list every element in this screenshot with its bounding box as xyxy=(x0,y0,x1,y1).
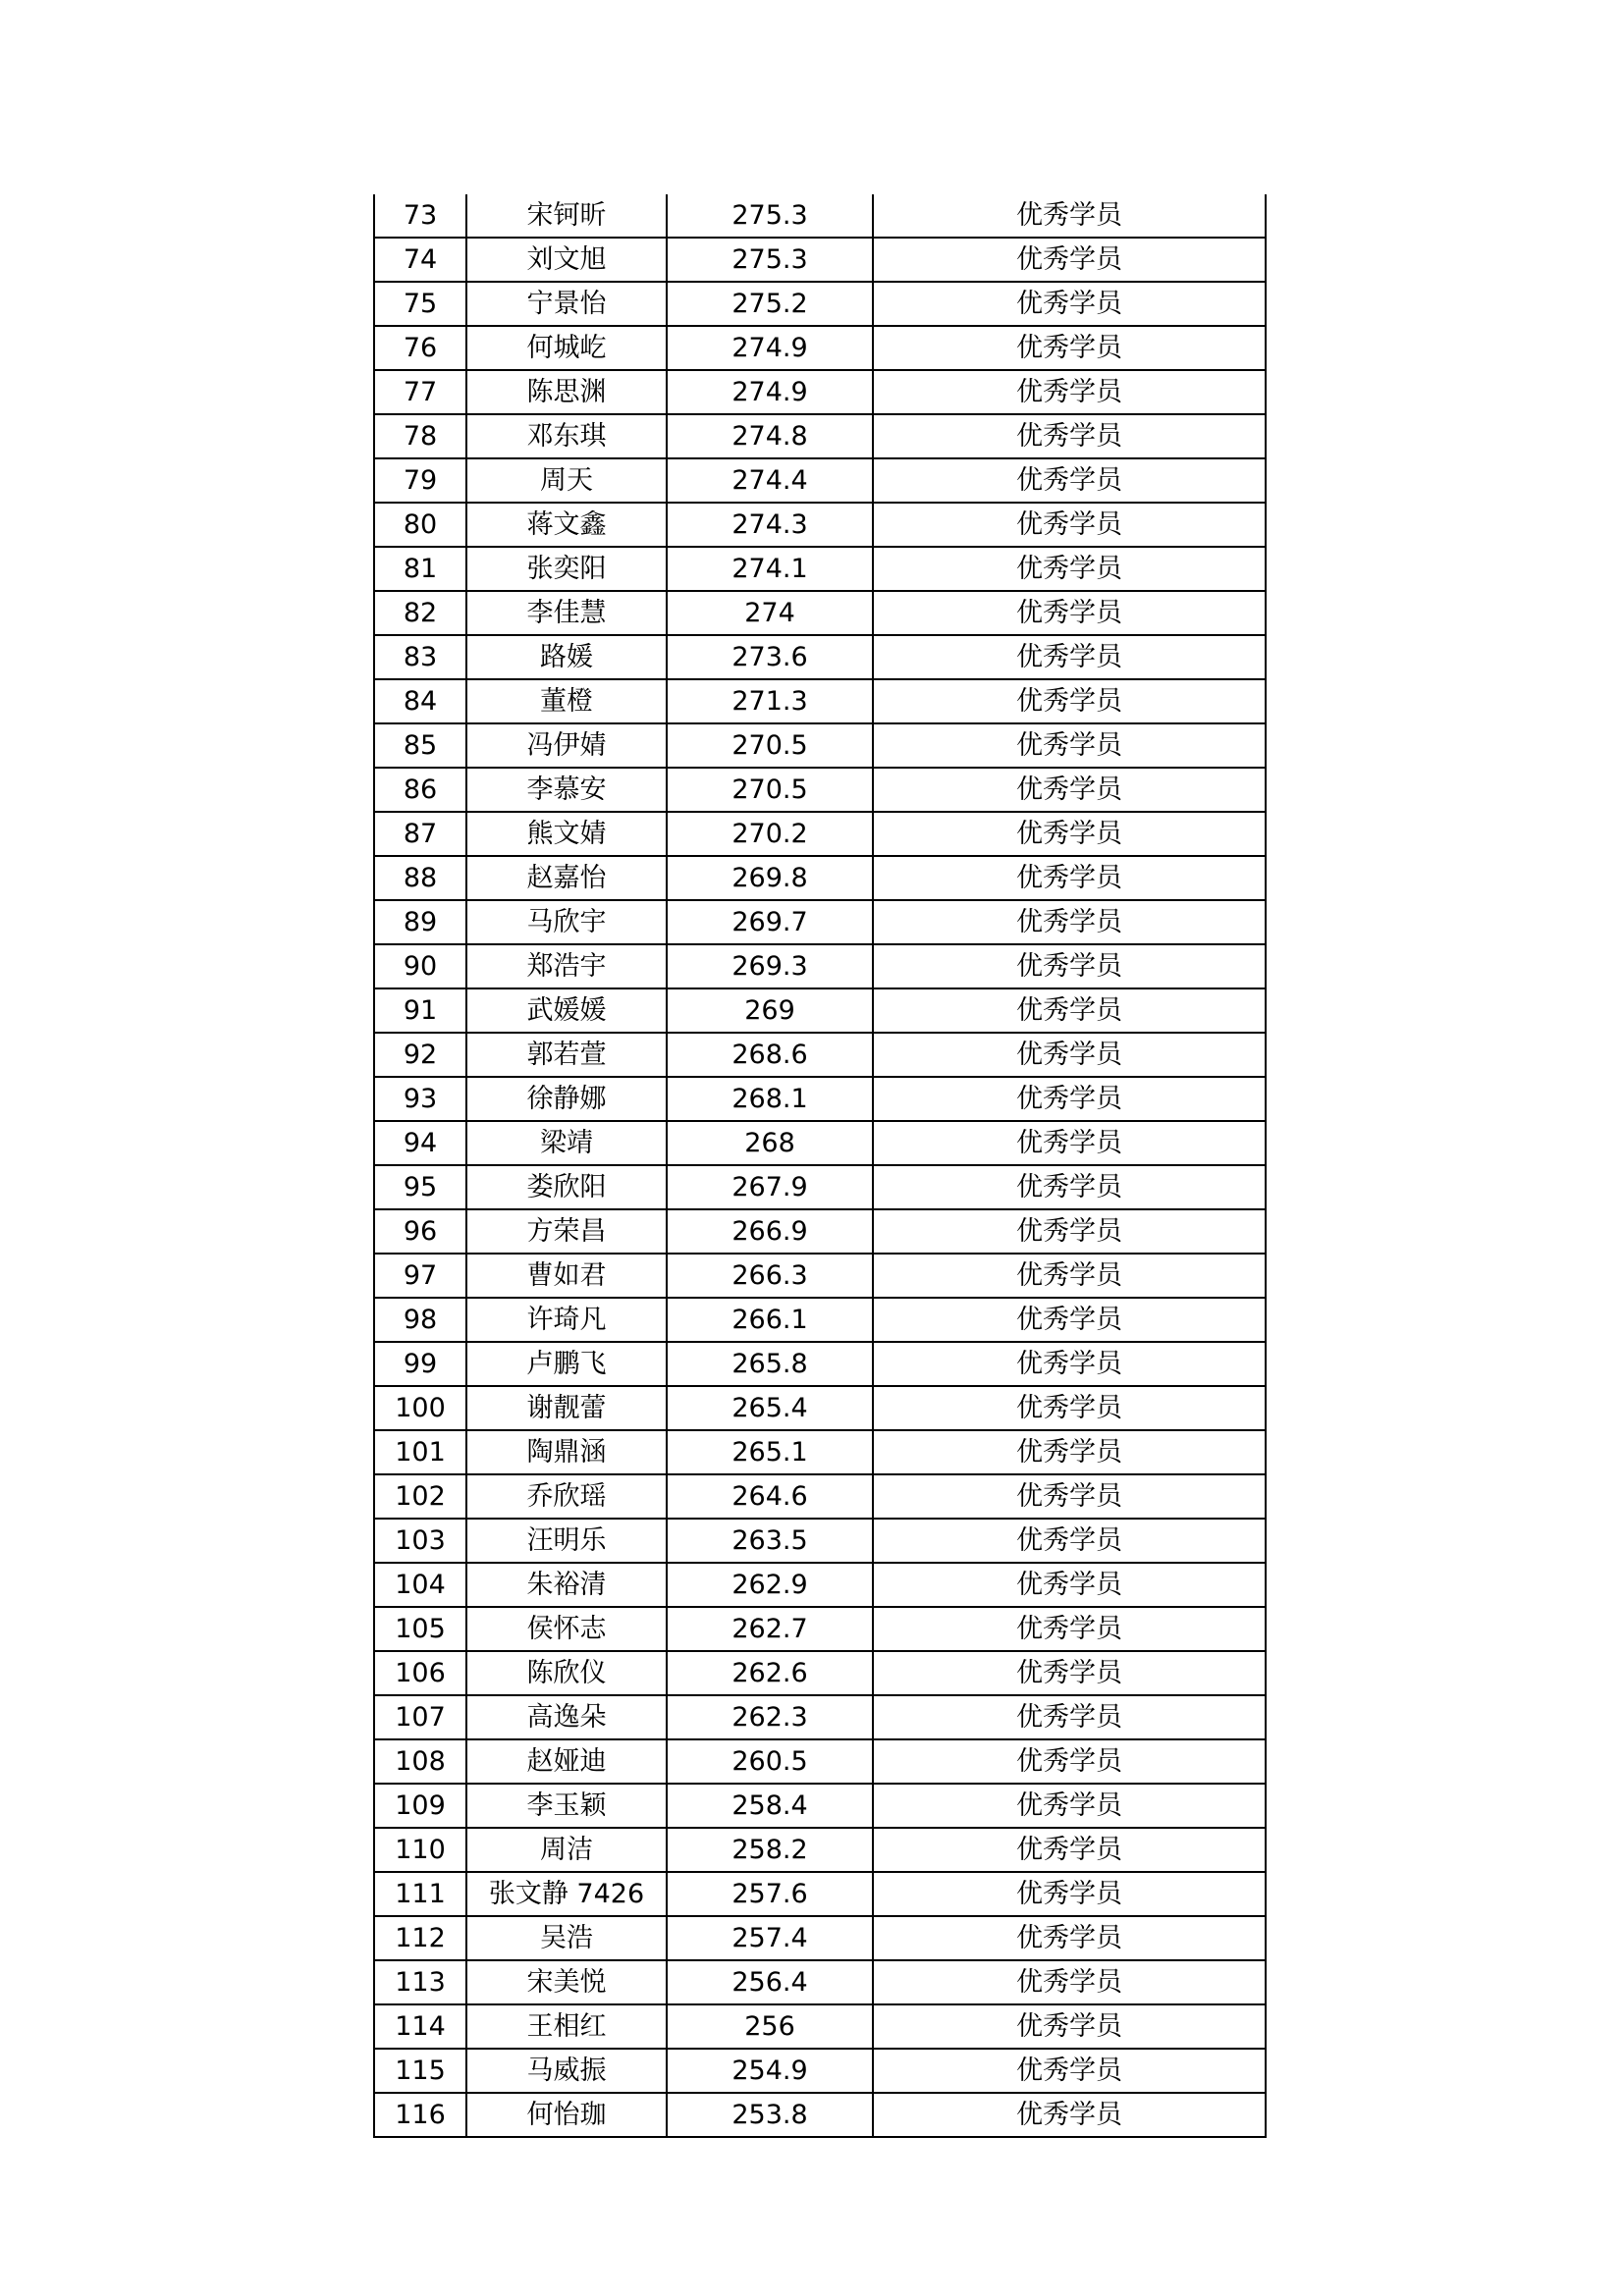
rank-cell: 79 xyxy=(374,458,466,503)
award-cell: 优秀学员 xyxy=(873,900,1266,944)
score-cell: 258.4 xyxy=(667,1784,873,1828)
score-cell: 267.9 xyxy=(667,1165,873,1209)
rank-cell: 82 xyxy=(374,591,466,635)
student-name-cell: 徐静娜 xyxy=(466,1077,667,1121)
rank-cell: 86 xyxy=(374,768,466,812)
student-name-cell: 何怡珈 xyxy=(466,2093,667,2137)
table-row xyxy=(374,1430,1266,1474)
table-row xyxy=(374,547,1266,591)
score-cell: 274.9 xyxy=(667,370,873,414)
table-row xyxy=(374,1209,1266,1254)
award-cell: 优秀学员 xyxy=(873,1739,1266,1784)
table-row xyxy=(374,1960,1266,2004)
student-name-cell: 李慕安 xyxy=(466,768,667,812)
award-cell: 优秀学员 xyxy=(873,1298,1266,1342)
award-cell: 优秀学员 xyxy=(873,1607,1266,1651)
student-name-cell: 郭若萱 xyxy=(466,1033,667,1077)
score-cell: 265.4 xyxy=(667,1386,873,1430)
score-cell: 262.9 xyxy=(667,1563,873,1607)
table-row xyxy=(374,1386,1266,1430)
score-cell: 273.6 xyxy=(667,635,873,679)
award-cell: 优秀学员 xyxy=(873,414,1266,458)
score-cell: 270.5 xyxy=(667,768,873,812)
rank-cell: 92 xyxy=(374,1033,466,1077)
table-row xyxy=(374,1033,1266,1077)
table-row xyxy=(374,635,1266,679)
table-row xyxy=(374,1077,1266,1121)
award-cell: 优秀学员 xyxy=(873,768,1266,812)
student-name-cell: 张文静 7426 xyxy=(466,1872,667,1916)
rank-cell: 90 xyxy=(374,944,466,988)
score-cell: 274.4 xyxy=(667,458,873,503)
score-cell: 268.1 xyxy=(667,1077,873,1121)
table-row xyxy=(374,1342,1266,1386)
rank-cell: 113 xyxy=(374,1960,466,2004)
table-row xyxy=(374,2004,1266,2049)
rank-cell: 83 xyxy=(374,635,466,679)
table-row xyxy=(374,1165,1266,1209)
award-cell: 优秀学员 xyxy=(873,1165,1266,1209)
rank-cell: 80 xyxy=(374,503,466,547)
student-name-cell: 邓东琪 xyxy=(466,414,667,458)
table-row xyxy=(374,194,1266,238)
score-cell: 262.7 xyxy=(667,1607,873,1651)
table-row xyxy=(374,1784,1266,1828)
score-cell: 257.4 xyxy=(667,1916,873,1960)
table-row xyxy=(374,2093,1266,2137)
student-name-cell: 宋美悦 xyxy=(466,1960,667,2004)
table-row xyxy=(374,238,1266,282)
award-cell: 优秀学员 xyxy=(873,326,1266,370)
student-name-cell: 高逸朵 xyxy=(466,1695,667,1739)
table-row xyxy=(374,1607,1266,1651)
score-cell: 266.1 xyxy=(667,1298,873,1342)
rank-cell: 100 xyxy=(374,1386,466,1430)
student-ranking-table xyxy=(373,194,1267,2138)
score-cell: 266.9 xyxy=(667,1209,873,1254)
score-cell: 269.8 xyxy=(667,856,873,900)
award-cell: 优秀学员 xyxy=(873,944,1266,988)
table-row xyxy=(374,370,1266,414)
rank-cell: 106 xyxy=(374,1651,466,1695)
award-cell: 优秀学员 xyxy=(873,1784,1266,1828)
award-cell: 优秀学员 xyxy=(873,1695,1266,1739)
table-row xyxy=(374,944,1266,988)
student-name-cell: 马威振 xyxy=(466,2049,667,2093)
award-cell: 优秀学员 xyxy=(873,1960,1266,2004)
table-row xyxy=(374,1739,1266,1784)
score-cell: 253.8 xyxy=(667,2093,873,2137)
table-row xyxy=(374,1828,1266,1872)
table-row xyxy=(374,1254,1266,1298)
table-row xyxy=(374,768,1266,812)
rank-cell: 112 xyxy=(374,1916,466,1960)
student-name-cell: 乔欣瑶 xyxy=(466,1474,667,1519)
student-name-cell: 陶鼎涵 xyxy=(466,1430,667,1474)
rank-cell: 115 xyxy=(374,2049,466,2093)
award-cell: 优秀学员 xyxy=(873,1519,1266,1563)
table-row xyxy=(374,900,1266,944)
table-row xyxy=(374,326,1266,370)
student-name-cell: 许琦凡 xyxy=(466,1298,667,1342)
student-name-cell: 张奕阳 xyxy=(466,547,667,591)
student-name-cell: 陈思渊 xyxy=(466,370,667,414)
rank-cell: 91 xyxy=(374,988,466,1033)
table-row xyxy=(374,1695,1266,1739)
student-name-cell: 冯伊婧 xyxy=(466,723,667,768)
award-cell: 优秀学员 xyxy=(873,1121,1266,1165)
score-cell: 263.5 xyxy=(667,1519,873,1563)
rank-cell: 111 xyxy=(374,1872,466,1916)
student-name-cell: 周洁 xyxy=(466,1828,667,1872)
score-cell: 256 xyxy=(667,2004,873,2049)
student-name-cell: 周天 xyxy=(466,458,667,503)
score-cell: 266.3 xyxy=(667,1254,873,1298)
rank-cell: 114 xyxy=(374,2004,466,2049)
score-cell: 274.3 xyxy=(667,503,873,547)
rank-cell: 76 xyxy=(374,326,466,370)
student-name-cell: 宋钶昕 xyxy=(466,194,667,238)
rank-cell: 102 xyxy=(374,1474,466,1519)
table-row xyxy=(374,1519,1266,1563)
award-cell: 优秀学员 xyxy=(873,812,1266,856)
table-row xyxy=(374,1298,1266,1342)
score-cell: 269.7 xyxy=(667,900,873,944)
award-cell: 优秀学员 xyxy=(873,1651,1266,1695)
award-cell: 优秀学员 xyxy=(873,1386,1266,1430)
score-cell: 274.9 xyxy=(667,326,873,370)
score-cell: 257.6 xyxy=(667,1872,873,1916)
award-cell: 优秀学员 xyxy=(873,591,1266,635)
award-cell: 优秀学员 xyxy=(873,1872,1266,1916)
rank-cell: 84 xyxy=(374,679,466,723)
student-name-cell: 蒋文鑫 xyxy=(466,503,667,547)
award-cell: 优秀学员 xyxy=(873,988,1266,1033)
rank-cell: 77 xyxy=(374,370,466,414)
table-row xyxy=(374,1651,1266,1695)
award-cell: 优秀学员 xyxy=(873,547,1266,591)
award-cell: 优秀学员 xyxy=(873,370,1266,414)
table-row xyxy=(374,1916,1266,1960)
award-cell: 优秀学员 xyxy=(873,723,1266,768)
award-cell: 优秀学员 xyxy=(873,1342,1266,1386)
table-row xyxy=(374,856,1266,900)
rank-cell: 95 xyxy=(374,1165,466,1209)
rank-cell: 103 xyxy=(374,1519,466,1563)
student-name-cell: 侯怀志 xyxy=(466,1607,667,1651)
table-row xyxy=(374,503,1266,547)
table-row xyxy=(374,1563,1266,1607)
rank-cell: 96 xyxy=(374,1209,466,1254)
rank-cell: 101 xyxy=(374,1430,466,1474)
table-body xyxy=(374,194,1266,2137)
rank-cell: 88 xyxy=(374,856,466,900)
award-cell: 优秀学员 xyxy=(873,1828,1266,1872)
table-row xyxy=(374,1121,1266,1165)
score-cell: 269 xyxy=(667,988,873,1033)
score-cell: 264.6 xyxy=(667,1474,873,1519)
award-cell: 优秀学员 xyxy=(873,679,1266,723)
award-cell: 优秀学员 xyxy=(873,1563,1266,1607)
score-cell: 268.6 xyxy=(667,1033,873,1077)
score-cell: 268 xyxy=(667,1121,873,1165)
score-cell: 265.8 xyxy=(667,1342,873,1386)
student-name-cell: 汪明乐 xyxy=(466,1519,667,1563)
score-cell: 256.4 xyxy=(667,1960,873,2004)
award-cell: 优秀学员 xyxy=(873,194,1266,238)
student-name-cell: 赵嘉怡 xyxy=(466,856,667,900)
rank-cell: 78 xyxy=(374,414,466,458)
student-name-cell: 卢鹏飞 xyxy=(466,1342,667,1386)
score-cell: 270.5 xyxy=(667,723,873,768)
award-cell: 优秀学员 xyxy=(873,282,1266,326)
student-name-cell: 马欣宇 xyxy=(466,900,667,944)
rank-cell: 97 xyxy=(374,1254,466,1298)
student-name-cell: 方荣昌 xyxy=(466,1209,667,1254)
score-cell: 274.8 xyxy=(667,414,873,458)
rank-cell: 107 xyxy=(374,1695,466,1739)
table-row xyxy=(374,458,1266,503)
rank-cell: 75 xyxy=(374,282,466,326)
rank-cell: 116 xyxy=(374,2093,466,2137)
rank-cell: 74 xyxy=(374,238,466,282)
score-cell: 262.3 xyxy=(667,1695,873,1739)
award-cell: 优秀学员 xyxy=(873,1430,1266,1474)
student-name-cell: 何城屹 xyxy=(466,326,667,370)
student-name-cell: 赵娅迪 xyxy=(466,1739,667,1784)
score-cell: 269.3 xyxy=(667,944,873,988)
award-cell: 优秀学员 xyxy=(873,238,1266,282)
rank-cell: 99 xyxy=(374,1342,466,1386)
rank-cell: 73 xyxy=(374,194,466,238)
score-cell: 270.2 xyxy=(667,812,873,856)
score-cell: 275.3 xyxy=(667,238,873,282)
award-cell: 优秀学员 xyxy=(873,2093,1266,2137)
rank-cell: 85 xyxy=(374,723,466,768)
rank-cell: 109 xyxy=(374,1784,466,1828)
student-name-cell: 朱裕清 xyxy=(466,1563,667,1607)
table-row xyxy=(374,679,1266,723)
rank-cell: 89 xyxy=(374,900,466,944)
award-cell: 优秀学员 xyxy=(873,635,1266,679)
student-name-cell: 李玉颖 xyxy=(466,1784,667,1828)
table-row xyxy=(374,1474,1266,1519)
table-row xyxy=(374,591,1266,635)
table-row xyxy=(374,812,1266,856)
score-cell: 274.1 xyxy=(667,547,873,591)
student-name-cell: 谢靓蕾 xyxy=(466,1386,667,1430)
student-name-cell: 梁靖 xyxy=(466,1121,667,1165)
student-name-cell: 董橙 xyxy=(466,679,667,723)
table-row xyxy=(374,1872,1266,1916)
rank-cell: 108 xyxy=(374,1739,466,1784)
score-cell: 254.9 xyxy=(667,2049,873,2093)
rank-cell: 87 xyxy=(374,812,466,856)
student-name-cell: 刘文旭 xyxy=(466,238,667,282)
score-cell: 258.2 xyxy=(667,1828,873,1872)
rank-cell: 98 xyxy=(374,1298,466,1342)
score-cell: 265.1 xyxy=(667,1430,873,1474)
rank-cell: 93 xyxy=(374,1077,466,1121)
table-row xyxy=(374,282,1266,326)
score-cell: 262.6 xyxy=(667,1651,873,1695)
student-name-cell: 武媛媛 xyxy=(466,988,667,1033)
rank-cell: 104 xyxy=(374,1563,466,1607)
award-cell: 优秀学员 xyxy=(873,1077,1266,1121)
table-row xyxy=(374,2049,1266,2093)
score-cell: 271.3 xyxy=(667,679,873,723)
student-name-cell: 郑浩宇 xyxy=(466,944,667,988)
score-cell: 274 xyxy=(667,591,873,635)
student-name-cell: 曹如君 xyxy=(466,1254,667,1298)
award-cell: 优秀学员 xyxy=(873,503,1266,547)
award-cell: 优秀学员 xyxy=(873,1254,1266,1298)
score-cell: 275.3 xyxy=(667,194,873,238)
student-name-cell: 娄欣阳 xyxy=(466,1165,667,1209)
award-cell: 优秀学员 xyxy=(873,1209,1266,1254)
table-row xyxy=(374,723,1266,768)
rank-cell: 81 xyxy=(374,547,466,591)
rank-cell: 110 xyxy=(374,1828,466,1872)
award-cell: 优秀学员 xyxy=(873,458,1266,503)
award-cell: 优秀学员 xyxy=(873,856,1266,900)
student-name-cell: 宁景怡 xyxy=(466,282,667,326)
score-cell: 275.2 xyxy=(667,282,873,326)
student-name-cell: 陈欣仪 xyxy=(466,1651,667,1695)
rank-cell: 94 xyxy=(374,1121,466,1165)
table-row xyxy=(374,414,1266,458)
student-name-cell: 吴浩 xyxy=(466,1916,667,1960)
student-name-cell: 路媛 xyxy=(466,635,667,679)
award-cell: 优秀学员 xyxy=(873,2004,1266,2049)
student-name-cell: 李佳慧 xyxy=(466,591,667,635)
rank-cell: 105 xyxy=(374,1607,466,1651)
table-row xyxy=(374,988,1266,1033)
award-cell: 优秀学员 xyxy=(873,1916,1266,1960)
award-cell: 优秀学员 xyxy=(873,1474,1266,1519)
student-name-cell: 熊文婧 xyxy=(466,812,667,856)
award-cell: 优秀学员 xyxy=(873,1033,1266,1077)
score-cell: 260.5 xyxy=(667,1739,873,1784)
award-cell: 优秀学员 xyxy=(873,2049,1266,2093)
student-name-cell: 王相红 xyxy=(466,2004,667,2049)
